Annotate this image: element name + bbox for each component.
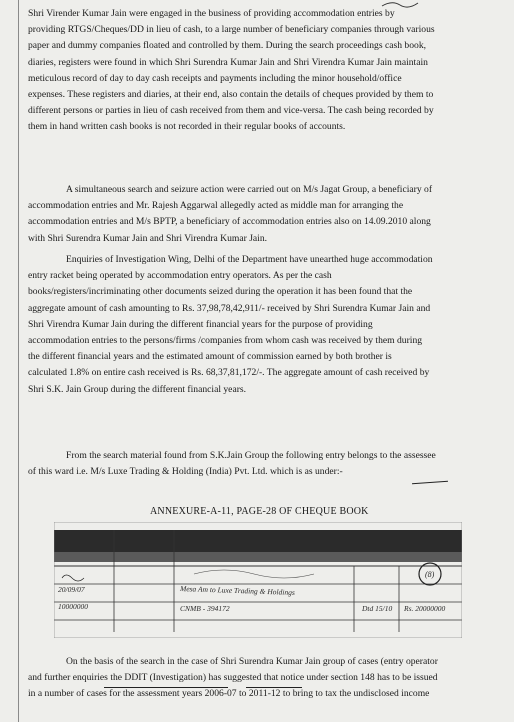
- paragraph-notice-section-148: [28, 654, 498, 703]
- text-line: accommodation entries and M/s BPTP, a beneficiary of accommodation entries also on 14.09.2010 along: [28, 216, 431, 228]
- cheque-dated: Dtd 15/10: [362, 604, 393, 613]
- text-line: Enquiries of Investigation Wing, Delhi of the Department have unearthed huge accommodation: [66, 254, 433, 265]
- pen-underline: [412, 481, 448, 485]
- cheque-book-scan: [54, 522, 462, 638]
- cheque-date: 20/09/07: [58, 585, 85, 594]
- text-line: the different financial years and the estimated amount of commission earned by both brother is: [28, 351, 392, 363]
- pen-underline: [104, 687, 228, 688]
- text-line: expenses. These registers and diaries, at their end, also contain the details of cheques provided by them to: [28, 89, 434, 101]
- text-line: On the basis of the search in the case of Shri Surendra Kumar Jain group of cases (entry operator: [66, 656, 438, 667]
- paragraph-search-seizure: [28, 182, 498, 247]
- text-line: Shri S.K. Jain Group during the different financial years.: [28, 383, 247, 395]
- text-line: From the search material found from S.K.Jain Group the following entry belongs to the assessee: [66, 450, 436, 461]
- text-line: with Shri Surendra Kumar Jain and Shri Virendra Kumar Jain.: [28, 232, 268, 244]
- page-fold-line: [18, 0, 19, 722]
- text-line: Shri Virender Kumar Jain were engaged in the business of providing accommodation entries by: [28, 8, 395, 19]
- text-line: them in hand written cash books is not recorded in their regular books of accounts.: [28, 121, 346, 133]
- text-line: aggregate amount of cash amounting to Rs. 37,98,78,42,911/- received by Shri Surendra Kumar Jain and: [28, 302, 431, 314]
- cheque-payee: Mesa Am to Luxe Trading & Holdings: [179, 583, 295, 598]
- paragraph-investigation-enquiries: [28, 252, 498, 398]
- text-line: of this ward i.e. M/s Luxe Trading & Holding (India) Pvt. Ltd. which is as under:-: [28, 466, 343, 478]
- cheque-amount-right: Rs. 20000000: [404, 604, 446, 613]
- annexure-title: ANNEXURE-A-11, PAGE-28 OF CHEQUE BOOK: [150, 506, 369, 517]
- text-line: diaries, registers were found in which Shri Surendra Kumar Jain and Shri Virendra Kumar Jain maintain: [28, 56, 428, 68]
- text-line: A simultaneous search and seizure action were carried out on M/s Jagat Group, a beneficiary of: [66, 184, 433, 195]
- text-line: in a number of cases for the assessment years 2006-07 to 2011-12 to bring to tax the undisclosed income: [28, 688, 430, 700]
- text-line: accommodation entries to the persons/firms /companies from whom cash was received by them during: [28, 335, 423, 347]
- text-line: entry racket being operated by accommodation entry operators. As per the cash: [28, 270, 332, 282]
- cheque-number: CNMB - 394172: [180, 604, 230, 613]
- text-line: Shri Virendra Kumar Jain during the different financial years for the purpose of providing: [28, 318, 373, 330]
- paragraph-accommodation-business: [28, 6, 498, 136]
- text-line: providing RTGS/Cheques/DD in lieu of cash, to a large number of beneficiary companies through various: [28, 24, 435, 36]
- paragraph-search-material: [28, 448, 498, 480]
- text-line: and further enquiries the DDIT (Investigation) has suggested that notice under section 148 has to be issued: [28, 672, 438, 684]
- text-line: different persons or parties in lieu of cash received from them and vice-versa. The cash being recorded by: [28, 105, 434, 117]
- text-line: accommodation entries and Mr. Rajesh Aggarwal allegedly acted as middle man for arranging the: [28, 200, 404, 212]
- text-line: calculated 1.8% on entire cash received is Rs. 68,37,81,172/-. The aggregate amount of cash received by: [28, 367, 430, 379]
- circled-mark: (8): [425, 570, 435, 579]
- pen-underline: [246, 687, 302, 688]
- text-line: paper and dummy companies floated and controlled by them. During the search proceedings cash book,: [28, 40, 427, 52]
- text-line: meticulous record of day to day cash receipts and payments including the minor household/office: [28, 72, 402, 84]
- cheque-amount-left: 10000000: [58, 602, 88, 611]
- text-line: books/registers/incriminating other documents seized during the operation it has been found that the: [28, 286, 413, 298]
